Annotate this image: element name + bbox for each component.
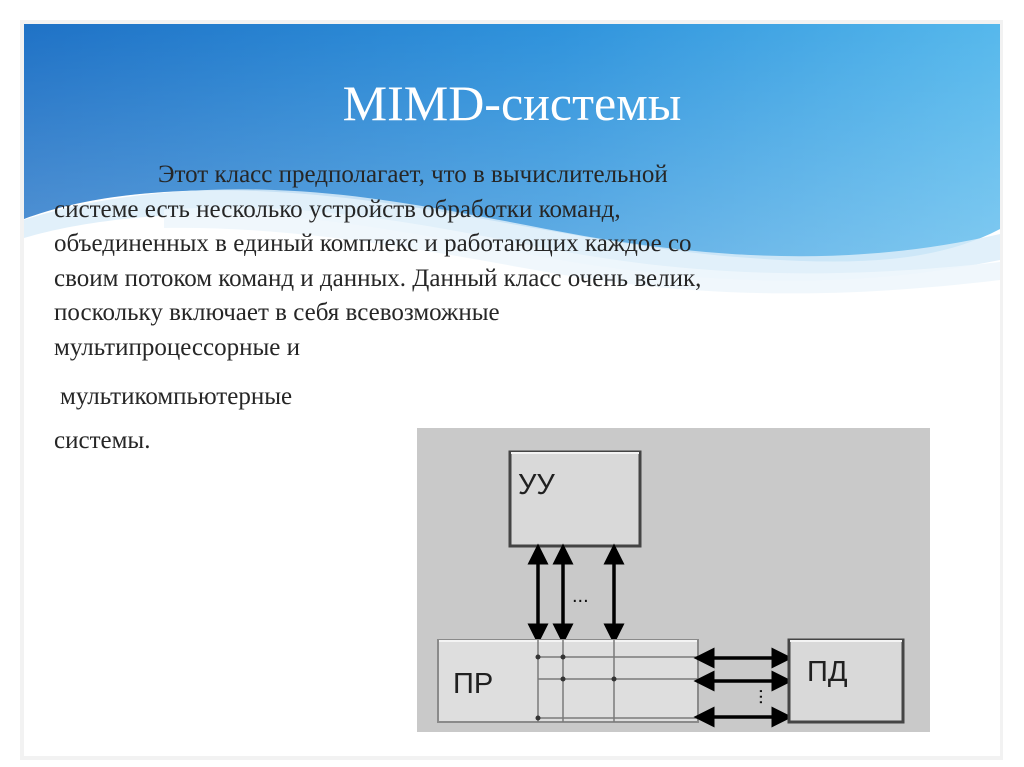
- body-line: своим потоком команд и данных. Данный класс очень велик,: [54, 264, 702, 292]
- body-line: мультипроцессорные и: [54, 333, 301, 361]
- memory-label: ПД: [807, 656, 848, 688]
- processors-box: [438, 640, 698, 722]
- mimd-diagram: [417, 428, 937, 738]
- body-line: Этот класс предполагает, что в вычислительной: [158, 161, 668, 188]
- control-unit-label: УУ: [518, 469, 555, 501]
- body-line: мультикомпьютерные: [60, 383, 293, 410]
- body-line: системе есть несколько устройств обработки команд,: [54, 195, 621, 223]
- memory-box: [789, 640, 903, 722]
- vertical-ellipsis: ...: [572, 585, 589, 607]
- processors-label: ПР: [453, 668, 494, 700]
- horizontal-ellipsis: ...: [745, 688, 767, 705]
- body-line: объединенных в единый комплекс и работающих каждое со: [54, 230, 692, 257]
- control-unit-box: [510, 452, 640, 546]
- body-line: поскольку включает в себя всевозможные: [54, 299, 500, 326]
- slide-title: MIMD-системы: [342, 75, 682, 131]
- body-line: системы.: [54, 426, 151, 454]
- slide-body-text: [54, 158, 954, 458]
- slide: [24, 24, 1000, 756]
